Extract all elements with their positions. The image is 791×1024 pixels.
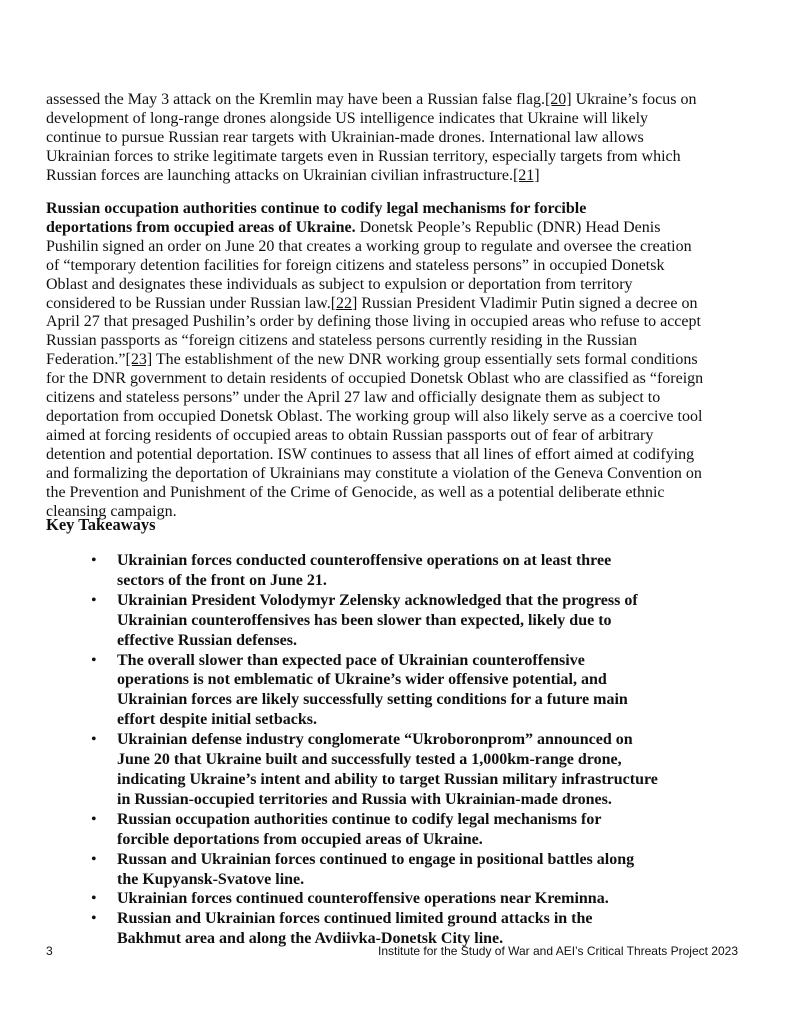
text-segment: Russian passports as “foreign citizens and stateless persons currently residing in the Russian xyxy=(46,332,637,350)
takeaway-item xyxy=(46,889,658,909)
text-segment: the Prevention and Punishment of the Crime of Genocide, as well as a potential deliberate ethnic xyxy=(46,483,665,501)
takeaway-line: Ukrainian defense industry conglomerate “Ukroboronprom” announced on xyxy=(117,731,633,749)
takeaway-line: Ukrainian forces are likely successfully setting conditions for a future main xyxy=(117,691,628,709)
text-segment: for the DNR government to detain residents of occupied Donetsk Oblast who are classified as “foreign xyxy=(46,370,704,388)
text-segment: aimed at forcing residents of occupied areas to obtain Russian passports out of fear of arbitrary xyxy=(46,426,654,444)
text-line xyxy=(46,295,756,314)
takeaway-item xyxy=(46,551,658,591)
text-segment: Ukraine’s focus on xyxy=(571,91,697,108)
text-line xyxy=(46,370,756,389)
text-line xyxy=(46,219,756,238)
takeaway-line: forcible deportations from occupied areas of Ukraine. xyxy=(117,830,483,848)
text-segment: of “temporary detention facilities for foreign citizens and stateless persons” in occupied Donetsk xyxy=(46,256,665,274)
page-number: 3 xyxy=(46,944,53,958)
takeaway-line: Ukrainian President Volodymyr Zelensky acknowledged that the progress of xyxy=(117,591,638,609)
takeaway-line: Russian and Ukrainian forces continued limited ground attacks in the xyxy=(117,910,593,928)
text-line xyxy=(46,276,756,295)
key-takeaways-heading: Key Takeaways xyxy=(46,515,156,534)
text-segment: Federation.” xyxy=(46,351,126,369)
takeaway-line: The overall slower than expected pace of Ukrainian counteroffensive xyxy=(117,651,585,669)
text-segment: considered to be Russian under Russian law. xyxy=(46,294,331,312)
text-segment: Oblast and designates these individuals as subject to expulsion or deportation from territory xyxy=(46,275,633,293)
takeaway-line: Ukrainian forces conducted counteroffensive operations on at least three xyxy=(117,552,612,569)
bullet-icon: • xyxy=(91,552,97,569)
takeaway-line: indicating Ukraine’s intent and ability to target Russian military infrastructure xyxy=(117,770,658,788)
takeaway-line: June 20 that Ukraine built and successfully tested a 1,000km-range drone, xyxy=(117,751,622,769)
text-line xyxy=(46,129,756,148)
takeaway-line: Russian occupation authorities continue to codify legal mechanisms for xyxy=(117,810,602,828)
bullet-icon: • xyxy=(91,910,97,928)
footnote-link[interactable]: [22] xyxy=(330,294,358,312)
takeaway-line: Ukrainian counteroffensives has been slower than expected, likely due to xyxy=(117,611,612,629)
text-line xyxy=(46,257,756,276)
text-segment: Donetsk People’s Republic (DNR) Head Denis xyxy=(355,218,661,236)
takeaway-line: in Russian-occupied territories and Russia with Ukrainian-made drones. xyxy=(117,790,612,808)
paragraph-deportations xyxy=(46,200,756,521)
text-line xyxy=(46,408,756,427)
text-line xyxy=(46,446,756,465)
text-line xyxy=(46,200,756,219)
text-segment: development of long-range drones alongside US intelligence indicates that Ukraine will likely xyxy=(46,109,649,127)
text-segment: The establishment of the new DNR working group essentially sets formal conditions xyxy=(152,351,698,369)
takeaway-item xyxy=(46,810,658,850)
text-line xyxy=(46,484,756,503)
takeaway-line: sectors of the front on June 21. xyxy=(117,571,327,589)
text-segment: Ukrainian forces to strike legitimate targets even in Russian territory, especially targets from which xyxy=(46,147,681,165)
text-segment: assessed the May 3 attack on the Kremlin may have been a Russian false flag. xyxy=(46,91,545,108)
text-line xyxy=(46,332,756,351)
bullet-icon: • xyxy=(91,890,97,908)
text-segment: detention and potential deportation. ISW continues to assess that all lines of effort aimed at codifying xyxy=(46,445,695,463)
footnote-link[interactable]: [21] xyxy=(512,166,540,184)
takeaway-item xyxy=(46,850,658,890)
takeaway-item xyxy=(46,591,658,651)
text-segment: April 27 that presaged Pushilin’s order by defining those living in occupied areas who refuse to accept xyxy=(46,313,701,331)
footnote-link[interactable]: [23] xyxy=(125,351,153,369)
bullet-icon: • xyxy=(91,731,97,749)
takeaway-line: Russan and Ukrainian forces continued to engage in positional battles along xyxy=(117,850,635,868)
takeaway-line: Bakhmut area and along the Avdiivka-Donetsk City line. xyxy=(117,930,504,948)
bold-lead-text: deportations from occupied areas of Ukraine. xyxy=(46,218,356,236)
text-segment: deportation from occupied Donetsk Oblast. The working group will also likely serve as a coercive tool xyxy=(46,407,703,425)
text-segment: Russian forces are launching attacks on Ukrainian civilian infrastructure. xyxy=(46,166,513,184)
footnote-link[interactable]: [20] xyxy=(544,91,572,108)
text-line xyxy=(46,91,756,110)
takeaway-line: Ukrainian forces continued counteroffensive operations near Kreminna. xyxy=(117,890,609,908)
text-line xyxy=(46,465,756,484)
text-line xyxy=(46,427,756,446)
text-line xyxy=(46,238,756,257)
takeaway-line: effort despite initial setbacks. xyxy=(117,711,317,729)
text-line xyxy=(46,110,756,129)
bold-lead-text: Russian occupation authorities continue to codify legal mechanisms for forcible xyxy=(46,200,587,217)
text-segment: Russian President Vladimir Putin signed a decree on xyxy=(357,294,698,312)
bullet-icon: • xyxy=(91,651,97,669)
paragraph-drone-strikes xyxy=(46,91,756,186)
text-segment: continue to pursue Russian rear targets with Ukrainian-made drones. International law allows xyxy=(46,128,644,146)
takeaway-line: effective Russian defenses. xyxy=(117,631,297,649)
takeaway-item xyxy=(46,730,658,810)
text-segment: citizens and stateless persons” under the April 27 law and officially designate them as subject to xyxy=(46,389,661,407)
takeaway-line: the Kupyansk-Svatove line. xyxy=(117,870,305,888)
footer-text: Institute for the Study of War and AEI’s Critical Threats Project 2023 xyxy=(378,944,738,958)
bullet-icon: • xyxy=(91,810,97,828)
text-line xyxy=(46,351,756,370)
bullet-icon: • xyxy=(91,850,97,868)
takeaway-line: operations is not emblematic of Ukraine’s wider offensive potential, and xyxy=(117,671,607,689)
text-line xyxy=(46,167,756,186)
text-line xyxy=(46,389,756,408)
key-takeaways-list xyxy=(46,551,658,949)
text-segment: Pushilin signed an order on June 20 that creates a working group to regulate and oversee the creation xyxy=(46,237,692,255)
text-segment: and formalizing the deportation of Ukrainians may constitute a violation of the Geneva Convention on xyxy=(46,464,702,482)
bullet-icon: • xyxy=(91,591,97,609)
text-line xyxy=(46,148,756,167)
text-segment: cleansing campaign. xyxy=(46,502,177,520)
text-line xyxy=(46,313,756,332)
takeaway-item xyxy=(46,651,658,731)
